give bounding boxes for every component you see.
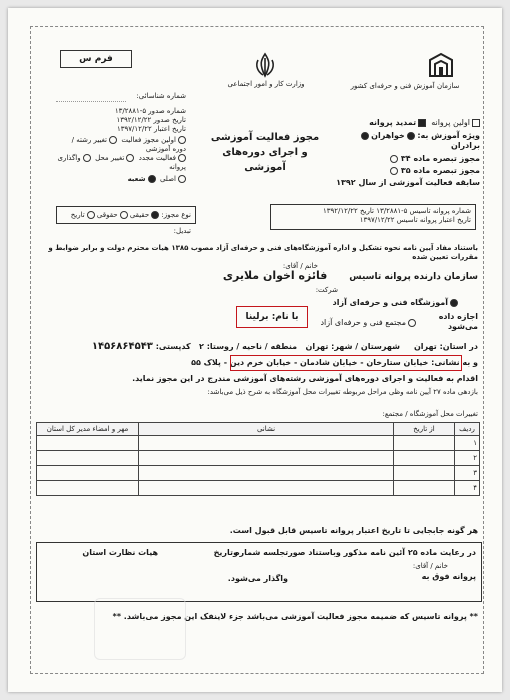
option-1-label: آموزشگاه فنی و حرفه‌ای آزاد — [332, 298, 448, 307]
activity-move-radio[interactable] — [126, 154, 134, 162]
renew-license-checkbox[interactable] — [418, 119, 426, 127]
left-info — [56, 92, 186, 184]
main-radio[interactable] — [178, 175, 186, 183]
address-highlight — [230, 355, 462, 371]
special-for-label: ویژه آموزش به: — [417, 131, 480, 140]
organization-logo — [426, 50, 456, 84]
article-35-label: مجوز تبصره ماده ۳۵ — [400, 166, 480, 175]
title-line-2: و اجرای دوره‌های آموزشی — [222, 147, 308, 173]
cell — [139, 481, 394, 496]
legal-radio[interactable] — [120, 211, 128, 219]
first-license-label: اولین پروانه — [431, 118, 470, 127]
cell — [394, 436, 455, 451]
holder-label: سازمان دارنده پروانه تاسیس — [349, 272, 478, 282]
cell — [37, 481, 139, 496]
row-number: ۱ — [455, 436, 480, 451]
address-value: خیابان ستارخان - خیابان شادمان - خیابان خرم دین - پلاک ۵۵ — [191, 358, 429, 367]
article-34-label: مجوز تبصره ماده ۳۴ — [400, 154, 480, 163]
postal-code: ۱۴۵۶۸۶۴۵۴۳ — [91, 341, 153, 352]
activity-move-label: تغییر محل — [95, 154, 125, 162]
brothers-label: برادران — [450, 141, 480, 150]
branch-radio[interactable] — [148, 175, 156, 183]
col-date: از تاریخ — [394, 423, 455, 436]
option-1-radio[interactable] — [450, 299, 458, 307]
holder-block — [178, 270, 478, 283]
province: در استان: تهران — [413, 342, 478, 351]
first-license-checkbox[interactable] — [472, 119, 480, 127]
article-35-radio[interactable] — [390, 167, 398, 175]
institution-option-1 — [188, 298, 458, 308]
form-label: فرم س — [60, 50, 132, 68]
validity-date: تاریخ اعتبار ۱۳۹۷/۱۲/۲۲ — [116, 125, 186, 133]
table-row — [37, 481, 480, 496]
license-box-line-2: تاریخ اعتبار پروانه تاسیس ۱۳۹۷/۱۲/۲۲ — [359, 216, 471, 224]
scanned-document — [8, 8, 502, 692]
action-line: اقدام به فعالیت و اجرای دوره‌های آموزشی رشته‌های آموزشی مندرج در این مجوز نماید. — [132, 374, 478, 383]
name-value: برلینا — [245, 312, 269, 322]
license-box-line-1: شماره پروانه تاسیس ۵-۱۳/۲۸۸۱ تاریخ ۱۳۹۲/۱۲/۲۲ — [323, 207, 471, 215]
preamble-text: باستناد مفاد آیین نامه نحوه تشکیل و اداره آموزشگاه‌های فنی و حرفه‌ای آزاد مصوب ۱۳۸۵ هیات محترم دولت و برابر ضوابط و مقررات تعیین شده — [48, 244, 478, 261]
change-date-label: تاریخ تبدیل: — [70, 211, 191, 235]
license-to: پروانه فوق به — [421, 572, 476, 581]
license-type-label: نوع مجوز: — [161, 211, 191, 219]
option-2-label: مجتمع فنی و حرفه‌ای آزاد — [320, 318, 406, 327]
permit-label: اجازه داده می‌شود — [438, 312, 478, 331]
cell — [37, 451, 139, 466]
postal-label: کدپستی: — [155, 342, 191, 351]
activity-renew-label: فعالیت مجدد — [138, 154, 176, 162]
title-line-1: مجوز فعالیت آموزشی — [210, 132, 320, 143]
activity-course-label: تغییر رشته / دوره آموزشی — [71, 136, 186, 153]
table-caption: تغییرات محل آموزشگاه / مجتمع: — [382, 410, 478, 418]
holder-title: خانم / آقای: — [282, 262, 318, 270]
sisters-radio[interactable] — [407, 132, 415, 140]
id-label: شماره شناسائی: — [136, 92, 186, 100]
footer-note: ** پروانه تاسیس که ضمیمه مجوز فعالیت آموزشی می‌باشد جزء لاینفک این مجوز می‌باشد. ** — [112, 612, 478, 621]
ministry-right: سازمان آموزش فنی و حرفه‌ای کشور — [350, 82, 460, 90]
option-2-radio[interactable] — [408, 319, 416, 327]
location-changes-table — [36, 422, 480, 496]
sisters-label: خواهران — [371, 131, 405, 140]
cell — [139, 451, 394, 466]
table-row — [37, 451, 480, 466]
activity-course-radio[interactable] — [109, 136, 117, 144]
address-label: و به نشانی: — [431, 358, 478, 367]
table-row — [37, 436, 480, 451]
cell — [394, 451, 455, 466]
cell — [37, 466, 139, 481]
cell — [394, 481, 455, 496]
bottom-title: خانم / آقای: — [412, 562, 448, 570]
col-address: نشانی — [139, 423, 394, 436]
emblem-logo — [252, 52, 278, 82]
note-line: بازدهی ماده ۲۷ آیین نامه وظی مراحل مربوطه تغییرات محل آموزشگاه به شرح ذیل می‌باشد: — [207, 388, 478, 396]
right-info — [330, 118, 480, 188]
table-row — [37, 466, 480, 481]
cell — [139, 466, 394, 481]
row-number: ۲ — [455, 451, 480, 466]
issue-date: تاریخ صدور ۱۳۹۲/۱۲/۲۲ — [116, 116, 186, 124]
activity-transfer-label: واگذاری پروانه — [57, 154, 186, 171]
issue-number: شماره صدور ۵-۱۳/۲۸۸۱ — [114, 107, 186, 115]
brothers-radio[interactable] — [361, 132, 369, 140]
col-row: ردیف — [455, 423, 480, 436]
bottom-line-1: در رعایت ماده ۲۵ آئین نامه مذکور وباستناد صورتجلسه شماره — [234, 548, 476, 557]
transfer-line: هر گونه جابجایی تا تاریخ اعتبار پروانه تاسیس قابل قبول است. — [229, 526, 478, 535]
activity-renew-radio[interactable] — [178, 154, 186, 162]
branch-label: شعبه — [127, 175, 146, 183]
cell — [139, 436, 394, 451]
real-radio[interactable] — [151, 211, 159, 219]
main-label: اصلی — [159, 175, 176, 183]
activity-first-radio[interactable] — [178, 136, 186, 144]
activity-transfer-radio[interactable] — [83, 154, 91, 162]
col-signature: مهر و امضاء مدیر کل استان — [37, 423, 139, 436]
cell — [394, 466, 455, 481]
name-highlight — [236, 306, 308, 328]
page-title — [200, 130, 330, 175]
holder-company: شرکت: — [315, 286, 338, 294]
license-number-box — [270, 204, 476, 230]
holder-name: فائزه اخوان ملایری — [222, 269, 328, 282]
bottom-date-label: وتاریخ — [213, 548, 238, 557]
history-label: سابقه فعالیت آموزشی از سال ۱۳۹۲ — [336, 178, 480, 187]
article-34-radio[interactable] — [390, 155, 398, 163]
renew-license-label: تمدید پروانه — [369, 118, 417, 127]
legal-label: حقوقی — [96, 211, 118, 219]
zone: منطقه / ناحیه / روستا: ۲ — [199, 342, 298, 351]
stamp-watermark — [94, 598, 186, 660]
row-number: ۴ — [455, 481, 480, 496]
location-line — [68, 342, 478, 352]
activity-first-label: اولین مجوز فعالیت — [121, 136, 176, 144]
name-label: با نام: — [271, 312, 299, 322]
transfer-text: واگذار می‌شود. — [227, 574, 288, 583]
real-label: حقیقی — [129, 211, 150, 219]
board-label: هیات نظارت استان — [82, 548, 158, 557]
row-number: ۳ — [455, 466, 480, 481]
id-blank-line — [56, 101, 126, 102]
cell — [37, 436, 139, 451]
city: شهرستان / شهر: تهران — [305, 342, 401, 351]
change-radio[interactable] — [87, 211, 95, 219]
ministry-center: وزارت کار و امور اجتماعی — [227, 80, 305, 88]
license-type-box — [56, 206, 196, 235]
